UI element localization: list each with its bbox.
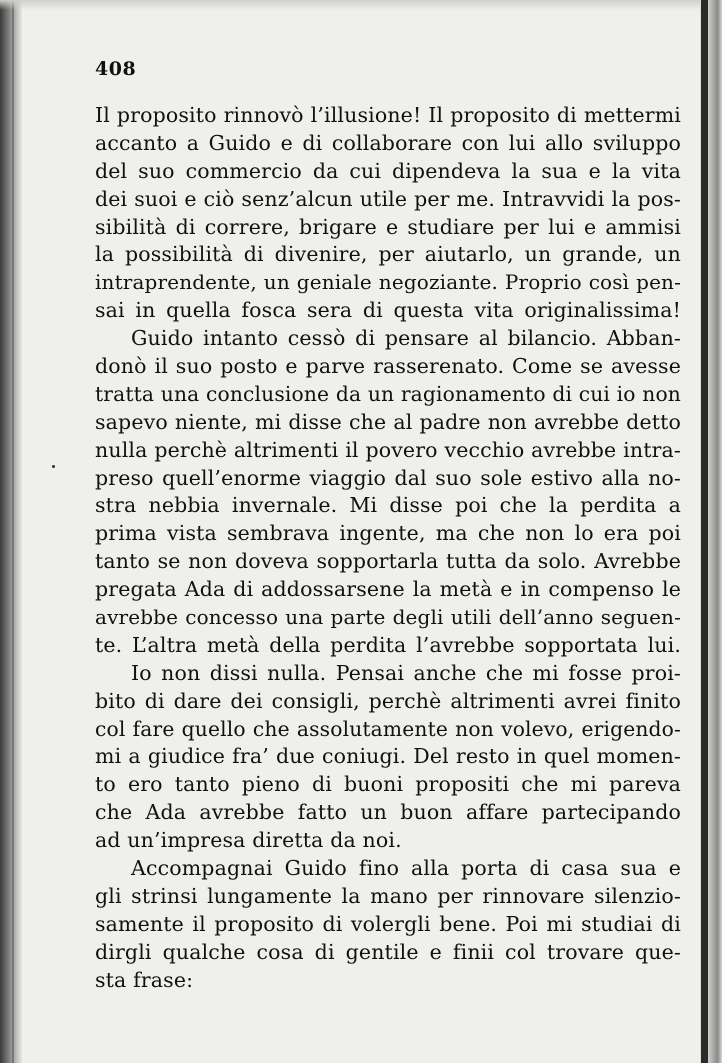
text-line: nulla perchè altrimenti il povero vecchio avrebbe intra- bbox=[95, 437, 681, 462]
text-line: preso quell’enorme viaggio dal suo sole estivo alla no- bbox=[95, 465, 681, 490]
text-line: dirgli qualche cosa di gentile e finii col trovare que- bbox=[95, 939, 681, 964]
text-line: intraprendente, un geniale negoziante. Proprio così pen- bbox=[95, 270, 681, 295]
text-line: che Ada avrebbe fatto un buon affare partecipando bbox=[95, 800, 681, 825]
text-line: Guido intanto cessò di pensare al bilancio. Abban- bbox=[131, 326, 681, 351]
text-line: gli strinsi lungamente la mano per rinnovare silenzio- bbox=[95, 883, 681, 908]
text-line: accanto a Guido e di collaborare con lui allo sviluppo bbox=[95, 130, 681, 155]
text-line: ad un’impresa diretta da noi. bbox=[95, 828, 402, 853]
text-line: Accompagnai Guido fino alla porta di casa sua e bbox=[131, 856, 681, 881]
body-text bbox=[95, 102, 681, 995]
print-speck bbox=[52, 465, 55, 468]
text-line: sai in quella fosca sera di questa vita originalissima! bbox=[95, 298, 681, 323]
text-line: pregata Ada di addossarsene la metà e in compenso le bbox=[95, 577, 681, 602]
text-line: dei suoi e ciò senz’alcun utile per me. Intravvidi la pos- bbox=[95, 186, 681, 211]
text-line: sapevo niente, mi disse che al padre non avrebbe detto bbox=[95, 409, 681, 434]
text-line: Il proposito rinnovò l’illusione! Il proposito di mettermi bbox=[95, 103, 681, 127]
text-line: del suo commercio da cui dipendeva la sua e la vita bbox=[95, 158, 681, 183]
text-line: sibilità di correre, brigare e studiare per lui e ammisi bbox=[95, 214, 681, 239]
text-line: to ero tanto pieno di buoni propositi che mi pareva bbox=[95, 772, 681, 797]
text-line: donò il suo posto e parve rasserenato. Come se avesse bbox=[95, 354, 681, 379]
text-line: bito di dare dei consigli, perchè altrimenti avrei finito bbox=[95, 688, 681, 713]
page-top-edge bbox=[0, 0, 722, 10]
text-line: col fare quello che assolutamente non volevo, erigendo- bbox=[95, 716, 681, 741]
text-line: stra nebbia invernale. Mi disse poi che la perdita a bbox=[95, 493, 681, 518]
text-line: sta frase: bbox=[95, 967, 194, 992]
page-right-border bbox=[701, 0, 708, 1063]
text-line: la possibilità di divenire, per aiutarlo, un grande, un bbox=[95, 242, 681, 267]
text-line: te. L’altra metà della perdita l’avrebbe sopportata lui. bbox=[95, 632, 681, 657]
binding-line bbox=[12, 0, 14, 1063]
text-line: tratta una conclusione da un ragionamento di cui io non bbox=[95, 381, 681, 406]
page-number: 408 bbox=[95, 58, 137, 80]
text-line: prima vista sembrava ingente, ma che non lo era poi bbox=[95, 521, 681, 546]
text-line: Io non dissi nulla. Pensai anche che mi fosse proi- bbox=[131, 660, 681, 685]
text-line: samente il proposito di volergli bene. Poi mi studiai di bbox=[95, 911, 681, 936]
text-line: mi a giudice fra’ due coniugi. Del resto in quel momen- bbox=[95, 744, 681, 769]
binding-shadow bbox=[0, 0, 22, 1063]
text-line: tanto se non doveva sopportarla tutta da solo. Avrebbe bbox=[95, 549, 681, 574]
text-line: avrebbe concesso una parte degli utili dell’anno seguen- bbox=[95, 605, 681, 630]
